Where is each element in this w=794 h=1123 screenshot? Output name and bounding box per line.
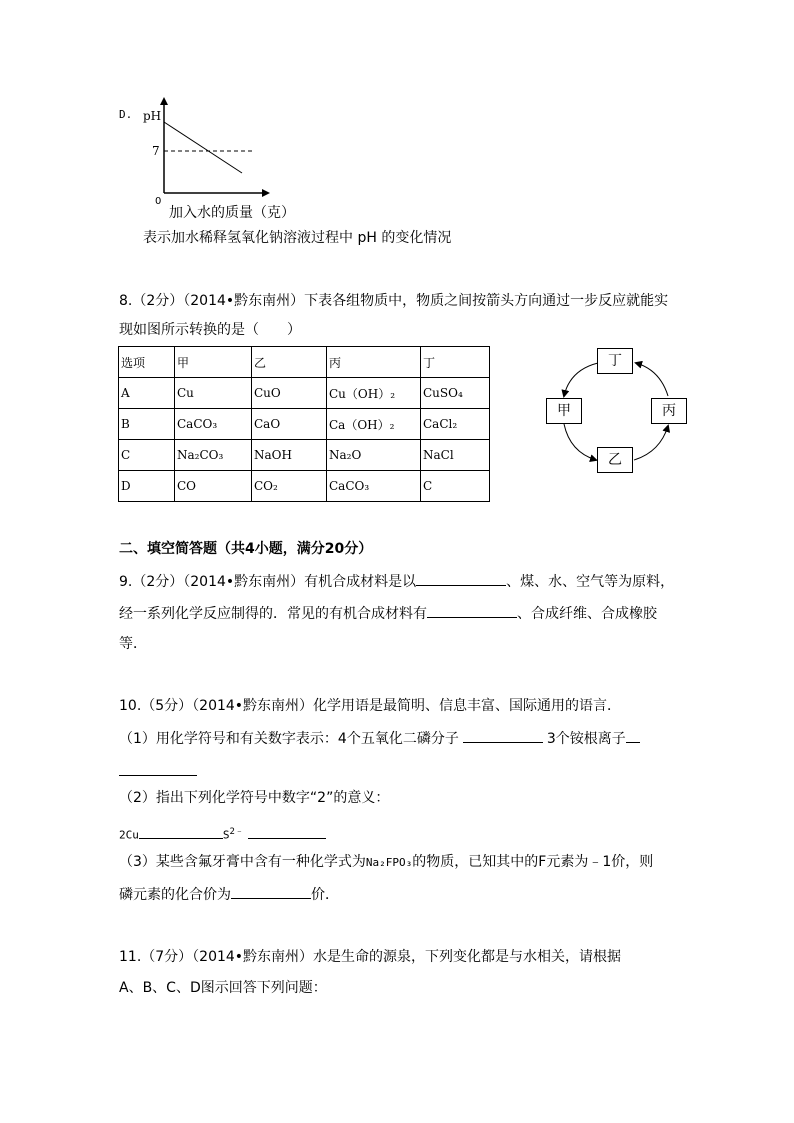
header-cell: 甲 — [175, 347, 252, 378]
cell: Ca（OH）₂ — [327, 409, 421, 440]
cell: CO₂ — [252, 471, 327, 502]
answer-blank[interactable] — [427, 604, 517, 618]
q10-line4: （2）指出下列化学符号中数字“2”的意义： — [119, 790, 390, 806]
cell: B — [119, 409, 175, 440]
header-cell: 选项 — [119, 347, 175, 378]
answer-blank[interactable] — [248, 825, 326, 839]
node-jia: 甲 — [546, 398, 582, 424]
cell: D — [119, 471, 175, 502]
cell: C — [421, 471, 490, 502]
section-heading: 二、填空简答题（共4小题，满分20分） — [119, 541, 373, 557]
q9-line1: 9.（2分）（2014•黔东南州）有机合成材料是以 、煤、水、空气等为原料， — [119, 574, 675, 590]
cell: NaOH — [252, 440, 327, 471]
node-ding: 丁 — [597, 348, 633, 374]
q10-line6: （3）某些含氟牙膏中含有一种化学式为Na₂FPO₃的物质，已知其中的F元素为﹣1价，则 — [119, 854, 654, 870]
header-cell: 乙 — [252, 347, 327, 378]
cell: Cu — [175, 378, 252, 409]
q11-line1: 11.（7分）（2014•黔东南州）水是生命的源泉，下列变化都是与水相关，请根据 — [119, 949, 622, 965]
q10-line2: （1）用化学符号和有关数字表示：4个五氧化二磷分子 3个铵根离子 — [119, 729, 640, 748]
chart-caption: 表示加水稀释氢氧化钠溶液过程中 pH 的变化情况 — [143, 230, 452, 246]
answer-blank[interactable] — [416, 572, 506, 586]
origin-label: 0 — [155, 196, 162, 207]
cell: CaCO₃ — [175, 409, 252, 440]
answer-blank-cont[interactable] — [119, 775, 197, 776]
cell: CuO — [252, 378, 327, 409]
table-header — [119, 347, 490, 378]
x-axis-label: 加入水的质量（克） — [169, 205, 295, 221]
cell: A — [119, 378, 175, 409]
cell: Cu（OH）₂ — [327, 378, 421, 409]
q10-line1: 10.（5分）（2014•黔东南州）化学用语是最简明、信息丰富、国际通用的语言． — [119, 698, 622, 714]
cell: CaO — [252, 409, 327, 440]
q9-line2: 经一系列化学反应制得的．常见的有机合成材料有 、合成纤维、合成橡胶 — [119, 606, 657, 622]
q10-line5: 2Cu $S^{2﹣}$ — [119, 823, 326, 845]
q8-table — [118, 346, 490, 502]
cell: CuSO₄ — [421, 378, 490, 409]
cell: Na₂O — [327, 440, 421, 471]
y-tick: 7 — [152, 144, 160, 158]
ph-curve — [164, 122, 242, 173]
table-row — [119, 378, 490, 409]
cell: CaCO₃ — [327, 471, 421, 502]
q8-text-2: 现如图所示转换的是（ ） — [119, 322, 301, 338]
q9-line3: 等． — [119, 636, 147, 652]
q8-text: 8.（2分）（2014•黔东南州）下表各组物质中，物质之间按箭头方向通过一步反应就能实 — [119, 293, 669, 309]
header-cell: 丙 — [327, 347, 421, 378]
y-axis-label: pH — [143, 109, 162, 123]
table-row — [119, 471, 490, 502]
node-bing: 丙 — [651, 398, 687, 424]
cell: CO — [175, 471, 252, 502]
answer-blank[interactable] — [139, 825, 223, 839]
cell: C — [119, 440, 175, 471]
answer-blank[interactable] — [231, 885, 311, 899]
y-axis-arrow — [160, 97, 168, 105]
q10-line7: 磷元素的化合价为 价． — [119, 887, 339, 903]
cell: Na₂CO₃ — [175, 440, 252, 471]
header-cell: 丁 — [421, 347, 490, 378]
node-yi: 乙 — [597, 447, 633, 473]
table-row — [119, 409, 490, 440]
cell: CaCl₂ — [421, 409, 490, 440]
option-label: D. — [119, 108, 133, 121]
x-axis-arrow — [262, 189, 270, 197]
table-row — [119, 440, 490, 471]
cell: NaCl — [421, 440, 490, 471]
answer-blank[interactable] — [463, 729, 543, 743]
answer-blank[interactable] — [626, 729, 640, 743]
q11-line2: A、B、C、D图示回答下列问题： — [119, 980, 327, 996]
